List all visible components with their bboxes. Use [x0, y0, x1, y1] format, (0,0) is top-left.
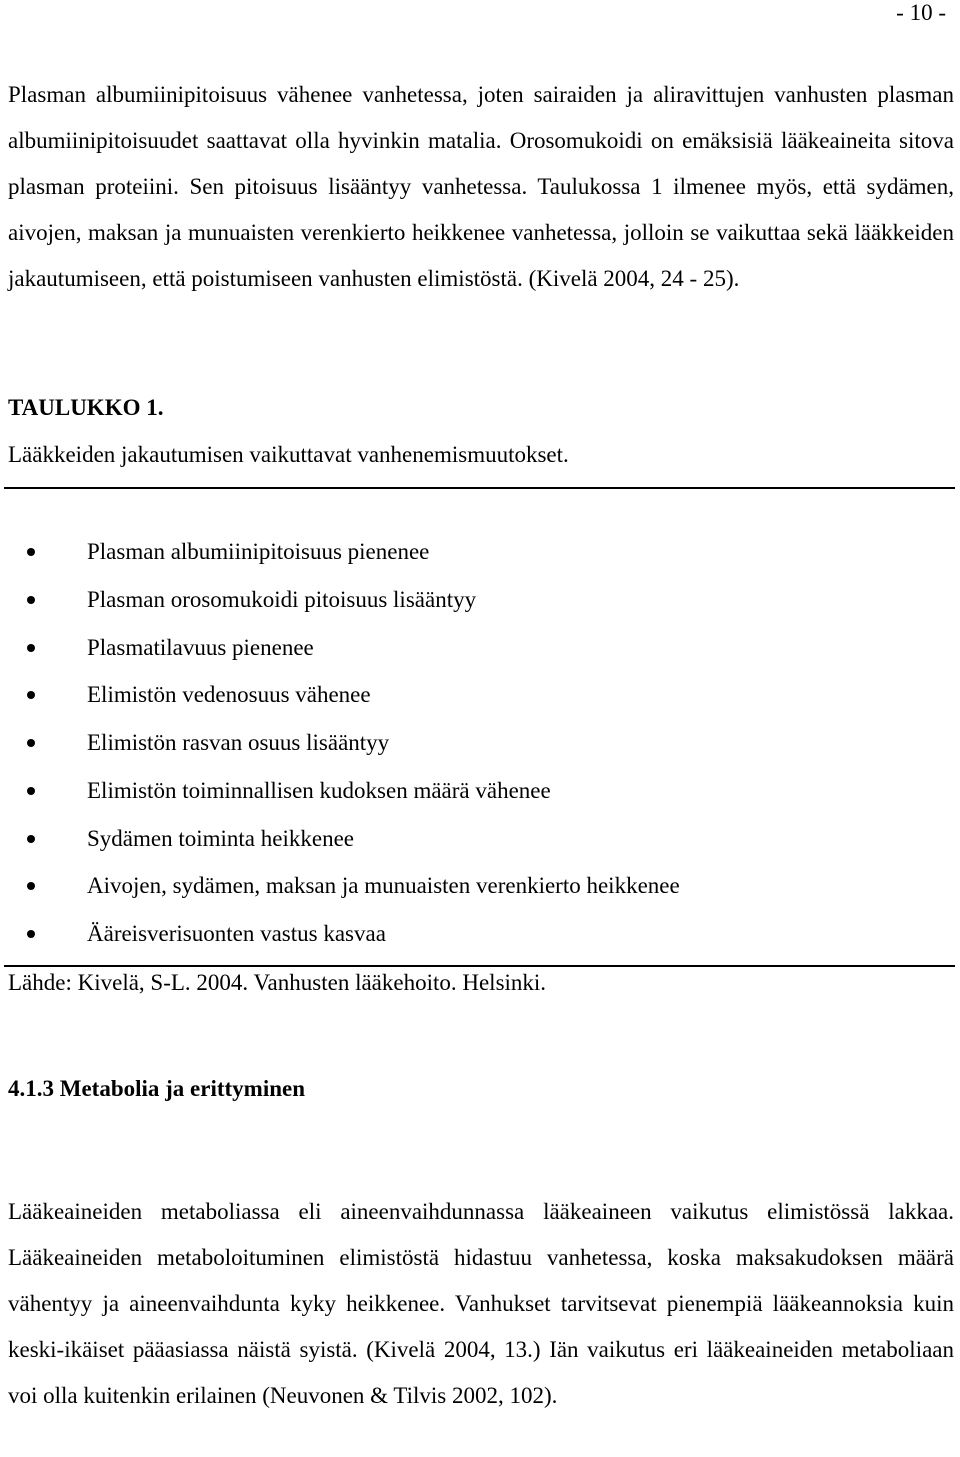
bullet-icon	[27, 548, 35, 556]
list-item-text: Elimistön rasvan osuus lisääntyy	[87, 730, 390, 755]
table-caption: Lääkkeiden jakautumisen vaikuttavat vanhenemismuutokset.	[8, 442, 569, 467]
intro-paragraph: Plasman albumiinipitoisuus vähenee vanhetessa, joten sairaiden ja aliravittujen vanhusten plasman albumiinipitoisuudet saattavat olla hyvinkin matalia. Orosomukoidi on emäksisiä lääkeaineita sitova plasman proteiini. Sen pitoisuus lisääntyy vanhetessa. Taulukossa 1 ilmenee myös, että sydämen, aivojen, maksan ja munuaisten verenkierto heikkenee vanhetessa, jolloin se vaikuttaa sekä lääkkeiden jakautumiseen, että poistumiseen vanhusten elimistöstä. (Kivelä 2004, 24 - 25).	[8, 82, 954, 291]
bullet-icon	[27, 835, 35, 843]
section-paragraph: Lääkeaineiden metaboliassa eli aineenvaihdunnassa lääkeaineen vaikutus elimistössä lakkaa. Lääkeaineiden metaboloituminen elimistöstä hidastuu vanhetessa, koska maksakudoksen määrä vähentyy ja aineenvaihdunta kyky heikkenee. Vanhukset tarvitsevat pienempiä lääkeannoksia kuin keski-ikäiset pääasiassa näistä syistä. (Kivelä 2004, 13.) Iän vaikutus eri lääkeaineiden metaboliaan voi olla kuitenkin erilainen (Neuvonen & Tilvis 2002, 102).	[8, 1199, 954, 1408]
list-item-text: Elimistön toiminnallisen kudoksen määrä vähenee	[87, 777, 551, 803]
bullet-icon	[27, 691, 35, 699]
list-item-text: Elimistön vedenosuus vähenee	[87, 682, 371, 708]
page-number: - 10 -	[896, 0, 946, 25]
bullet-icon	[27, 644, 35, 652]
list-item-text: Plasman orosomukoidi pitoisuus lisääntyy	[87, 586, 477, 612]
list-item-text: Plasmatilavuus pienenee	[87, 634, 314, 660]
section-heading: 4.1.3 Metabolia ja erittyminen	[8, 1076, 306, 1101]
list-item-text: Aivojen, sydämen, maksan ja munuaisten verenkierto heikkenee	[87, 873, 680, 899]
bullet-icon	[27, 596, 35, 604]
table-source: Lähde: Kivelä, S-L. 2004. Vanhusten lääkehoito. Helsinki.	[8, 970, 547, 995]
table-top-rule	[4, 487, 955, 489]
bullet-icon	[27, 787, 35, 795]
list-item-text: Plasman albumiinipitoisuus pienenee	[87, 539, 430, 564]
table-title: TAULUKKO 1.	[8, 395, 164, 420]
list-item-text: Sydämen toiminta heikkenee	[87, 825, 354, 851]
bullet-icon	[27, 930, 35, 938]
bullet-icon	[27, 882, 35, 890]
list-item-text: Ääreisverisuonten vastus kasvaa	[87, 921, 386, 946]
bullet-icon	[27, 739, 35, 747]
